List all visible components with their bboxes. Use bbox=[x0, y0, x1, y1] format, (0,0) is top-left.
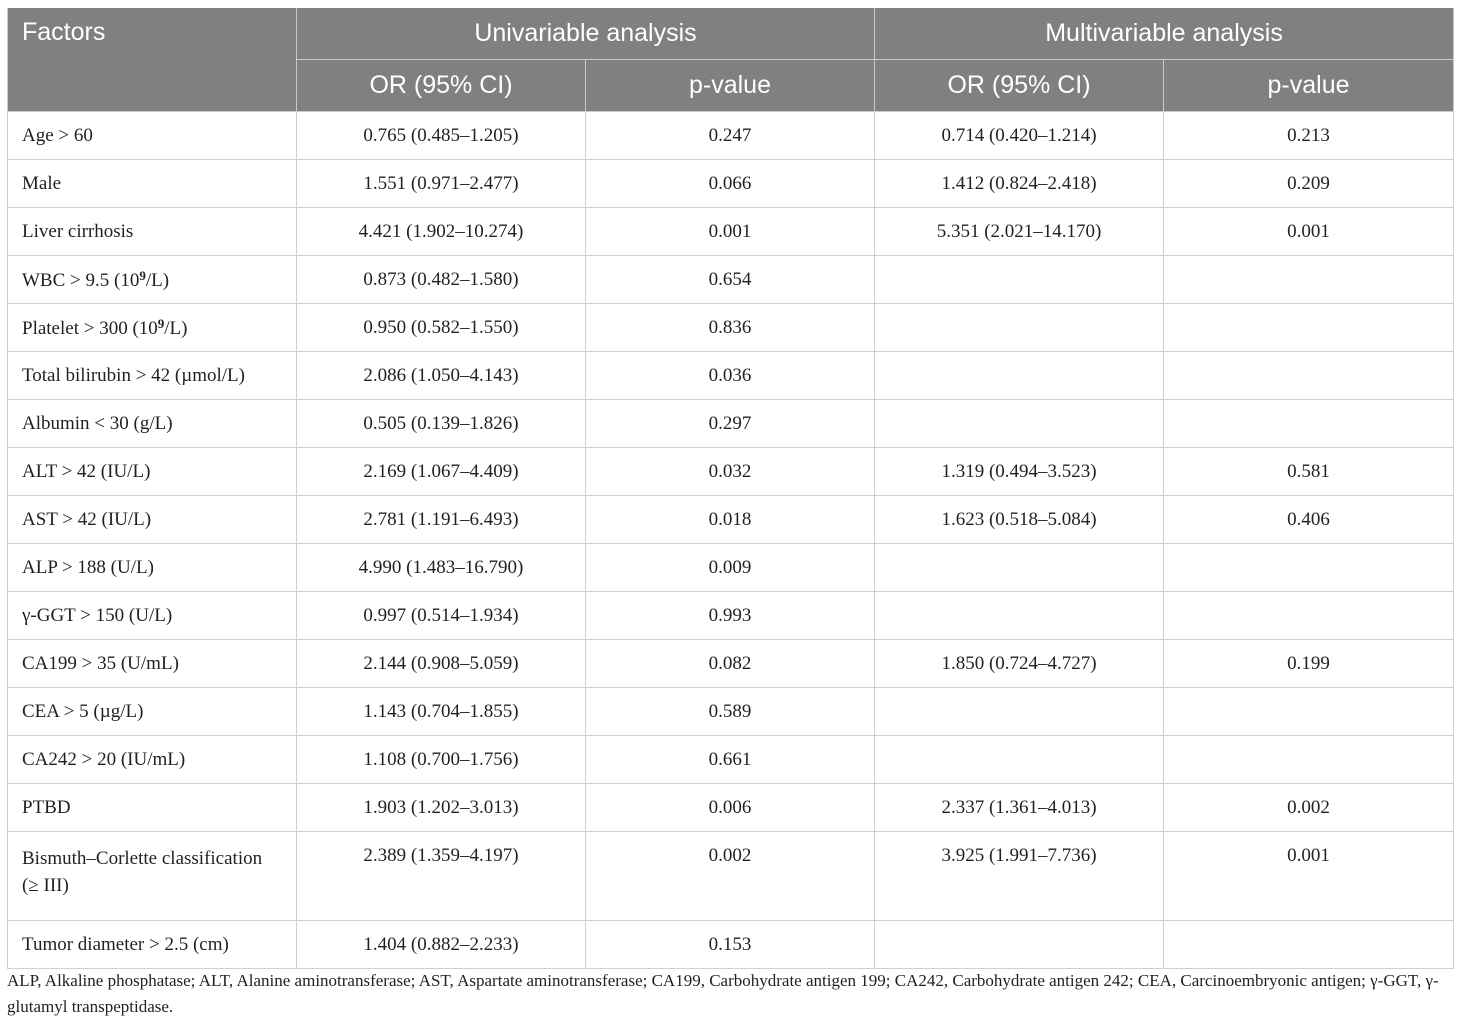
table-row bbox=[8, 496, 1454, 544]
univariable-header: Univariable analysis bbox=[297, 8, 875, 60]
multi-p-cell bbox=[1164, 592, 1454, 640]
uni-or-cell: 4.421 (1.902–10.274) bbox=[297, 208, 586, 256]
multi-or-cell: 3.925 (1.991–7.736) bbox=[875, 832, 1164, 921]
multi-or-cell: 1.319 (0.494–3.523) bbox=[875, 448, 1164, 496]
uni-or-cell: 2.169 (1.067–4.409) bbox=[297, 448, 586, 496]
factor-cell: Albumin < 30 (g/L) bbox=[8, 400, 297, 448]
factor-cell: Liver cirrhosis bbox=[8, 208, 297, 256]
table-row bbox=[8, 544, 1454, 592]
multi-or-cell: 2.337 (1.361–4.013) bbox=[875, 784, 1164, 832]
factor-unit: /L) bbox=[145, 269, 170, 291]
results-table-container bbox=[7, 8, 1453, 969]
uni-p-cell: 0.009 bbox=[586, 544, 875, 592]
table-row bbox=[8, 400, 1454, 448]
uni-or-cell: 1.551 (0.971–2.477) bbox=[297, 160, 586, 208]
multi-p-cell: 0.199 bbox=[1164, 640, 1454, 688]
multi-p-header: p-value bbox=[1164, 60, 1454, 112]
table-row bbox=[8, 784, 1454, 832]
multi-p-cell: 0.213 bbox=[1164, 112, 1454, 160]
uni-p-cell: 0.297 bbox=[586, 400, 875, 448]
multi-or-header: OR (95% CI) bbox=[875, 60, 1164, 112]
multi-p-cell bbox=[1164, 304, 1454, 352]
multi-or-cell: 1.623 (0.518–5.084) bbox=[875, 496, 1164, 544]
uni-p-cell: 0.661 bbox=[586, 736, 875, 784]
table-row bbox=[8, 640, 1454, 688]
multi-p-cell bbox=[1164, 921, 1454, 969]
multi-or-cell bbox=[875, 544, 1164, 592]
multi-p-cell: 0.001 bbox=[1164, 832, 1454, 921]
uni-or-cell: 0.765 (0.485–1.205) bbox=[297, 112, 586, 160]
multi-or-cell bbox=[875, 688, 1164, 736]
multi-p-cell bbox=[1164, 736, 1454, 784]
factor-cell: Total bilirubin > 42 (µmol/L) bbox=[8, 352, 297, 400]
uni-or-cell: 2.389 (1.359–4.197) bbox=[297, 832, 586, 921]
uni-p-cell: 0.082 bbox=[586, 640, 875, 688]
multi-or-cell bbox=[875, 736, 1164, 784]
multi-p-cell bbox=[1164, 544, 1454, 592]
uni-p-cell: 0.654 bbox=[586, 256, 875, 304]
table-row bbox=[8, 592, 1454, 640]
factor-cell: CEA > 5 (µg/L) bbox=[8, 688, 297, 736]
multi-p-cell: 0.001 bbox=[1164, 208, 1454, 256]
uni-or-cell: 1.108 (0.700–1.756) bbox=[297, 736, 586, 784]
uni-or-cell: 2.086 (1.050–4.143) bbox=[297, 352, 586, 400]
multi-p-cell: 0.002 bbox=[1164, 784, 1454, 832]
uni-or-cell: 0.505 (0.139–1.826) bbox=[297, 400, 586, 448]
uni-p-cell: 0.153 bbox=[586, 921, 875, 969]
factor-text-line1: Bismuth–Corlette classification bbox=[22, 848, 263, 869]
table-row bbox=[8, 736, 1454, 784]
multi-or-cell bbox=[875, 921, 1164, 969]
multi-or-cell: 0.714 (0.420–1.214) bbox=[875, 112, 1164, 160]
table-row bbox=[8, 256, 1454, 304]
multi-p-cell bbox=[1164, 352, 1454, 400]
multi-p-cell bbox=[1164, 688, 1454, 736]
uni-p-cell: 0.836 bbox=[586, 304, 875, 352]
factor-unit: /L) bbox=[164, 317, 188, 339]
uni-or-cell: 0.950 (0.582–1.550) bbox=[297, 304, 586, 352]
multi-or-cell bbox=[875, 352, 1164, 400]
multivariable-header: Multivariable analysis bbox=[875, 8, 1454, 60]
factor-cell: ALT > 42 (IU/L) bbox=[8, 448, 297, 496]
uni-or-cell: 2.781 (1.191–6.493) bbox=[297, 496, 586, 544]
factor-cell: PTBD bbox=[8, 784, 297, 832]
uni-or-cell: 0.997 (0.514–1.934) bbox=[297, 592, 586, 640]
table-row bbox=[8, 112, 1454, 160]
multi-or-cell: 1.850 (0.724–4.727) bbox=[875, 640, 1164, 688]
exponent: 9 bbox=[157, 315, 165, 331]
multi-p-cell bbox=[1164, 256, 1454, 304]
uni-or-cell: 1.143 (0.704–1.855) bbox=[297, 688, 586, 736]
uni-p-header: p-value bbox=[586, 60, 875, 112]
uni-p-cell: 0.001 bbox=[586, 208, 875, 256]
multi-p-cell: 0.209 bbox=[1164, 160, 1454, 208]
regression-table bbox=[7, 8, 1454, 969]
multi-or-cell bbox=[875, 304, 1164, 352]
header-row-top bbox=[8, 8, 1454, 60]
uni-or-cell: 4.990 (1.483–16.790) bbox=[297, 544, 586, 592]
factor-cell bbox=[8, 256, 297, 304]
factor-cell: CA199 > 35 (U/mL) bbox=[8, 640, 297, 688]
uni-or-cell: 1.404 (0.882–2.233) bbox=[297, 921, 586, 969]
multi-or-cell bbox=[875, 592, 1164, 640]
factor-cell: Male bbox=[8, 160, 297, 208]
table-row bbox=[8, 448, 1454, 496]
multi-or-cell: 1.412 (0.824–2.418) bbox=[875, 160, 1164, 208]
uni-p-cell: 0.993 bbox=[586, 592, 875, 640]
uni-p-cell: 0.036 bbox=[586, 352, 875, 400]
multi-or-cell bbox=[875, 256, 1164, 304]
multi-p-cell: 0.581 bbox=[1164, 448, 1454, 496]
table-row bbox=[8, 688, 1454, 736]
uni-or-header: OR (95% CI) bbox=[297, 60, 586, 112]
factors-header: Factors bbox=[8, 8, 297, 112]
uni-p-cell: 0.247 bbox=[586, 112, 875, 160]
factor-text: WBC > 9.5 (10 bbox=[22, 269, 140, 291]
multi-p-cell bbox=[1164, 400, 1454, 448]
factor-cell: AST > 42 (IU/L) bbox=[8, 496, 297, 544]
table-row bbox=[8, 921, 1454, 969]
table-row bbox=[8, 160, 1454, 208]
uni-or-cell: 2.144 (0.908–5.059) bbox=[297, 640, 586, 688]
table-row bbox=[8, 352, 1454, 400]
multi-or-cell bbox=[875, 400, 1164, 448]
uni-p-cell: 0.006 bbox=[586, 784, 875, 832]
factor-text: Platelet > 300 (10 bbox=[22, 317, 158, 339]
factor-cell: ALP > 188 (U/L) bbox=[8, 544, 297, 592]
factor-text-line2: (≥ III) bbox=[22, 875, 69, 896]
factor-cell: γ-GGT > 150 (U/L) bbox=[8, 592, 297, 640]
table-row bbox=[8, 208, 1454, 256]
factor-cell: CA242 > 20 (IU/mL) bbox=[8, 736, 297, 784]
multi-or-cell: 5.351 (2.021–14.170) bbox=[875, 208, 1164, 256]
uni-p-cell: 0.032 bbox=[586, 448, 875, 496]
table-footnote: ALP, Alkaline phosphatase; ALT, Alanine aminotransferase; AST, Aspartate aminotransferase; CA199, Carbohydrate antigen 199; CA242, Carbohydrate antigen 242; CEA, Carcinoembryonic antigen; γ-GGT, γ-glutamyl transpeptidase. bbox=[7, 971, 1439, 1016]
uni-p-cell: 0.066 bbox=[586, 160, 875, 208]
factor-cell: Tumor diameter > 2.5 (cm) bbox=[8, 921, 297, 969]
uni-p-cell: 0.002 bbox=[586, 832, 875, 921]
factor-cell bbox=[8, 832, 297, 921]
uni-p-cell: 0.589 bbox=[586, 688, 875, 736]
multi-p-cell: 0.406 bbox=[1164, 496, 1454, 544]
uni-or-cell: 0.873 (0.482–1.580) bbox=[297, 256, 586, 304]
exponent: 9 bbox=[139, 267, 146, 283]
uni-or-cell: 1.903 (1.202–3.013) bbox=[297, 784, 586, 832]
factor-cell: Age > 60 bbox=[8, 112, 297, 160]
table-row bbox=[8, 832, 1454, 921]
table-row bbox=[8, 304, 1454, 352]
factor-cell bbox=[8, 304, 297, 352]
uni-p-cell: 0.018 bbox=[586, 496, 875, 544]
